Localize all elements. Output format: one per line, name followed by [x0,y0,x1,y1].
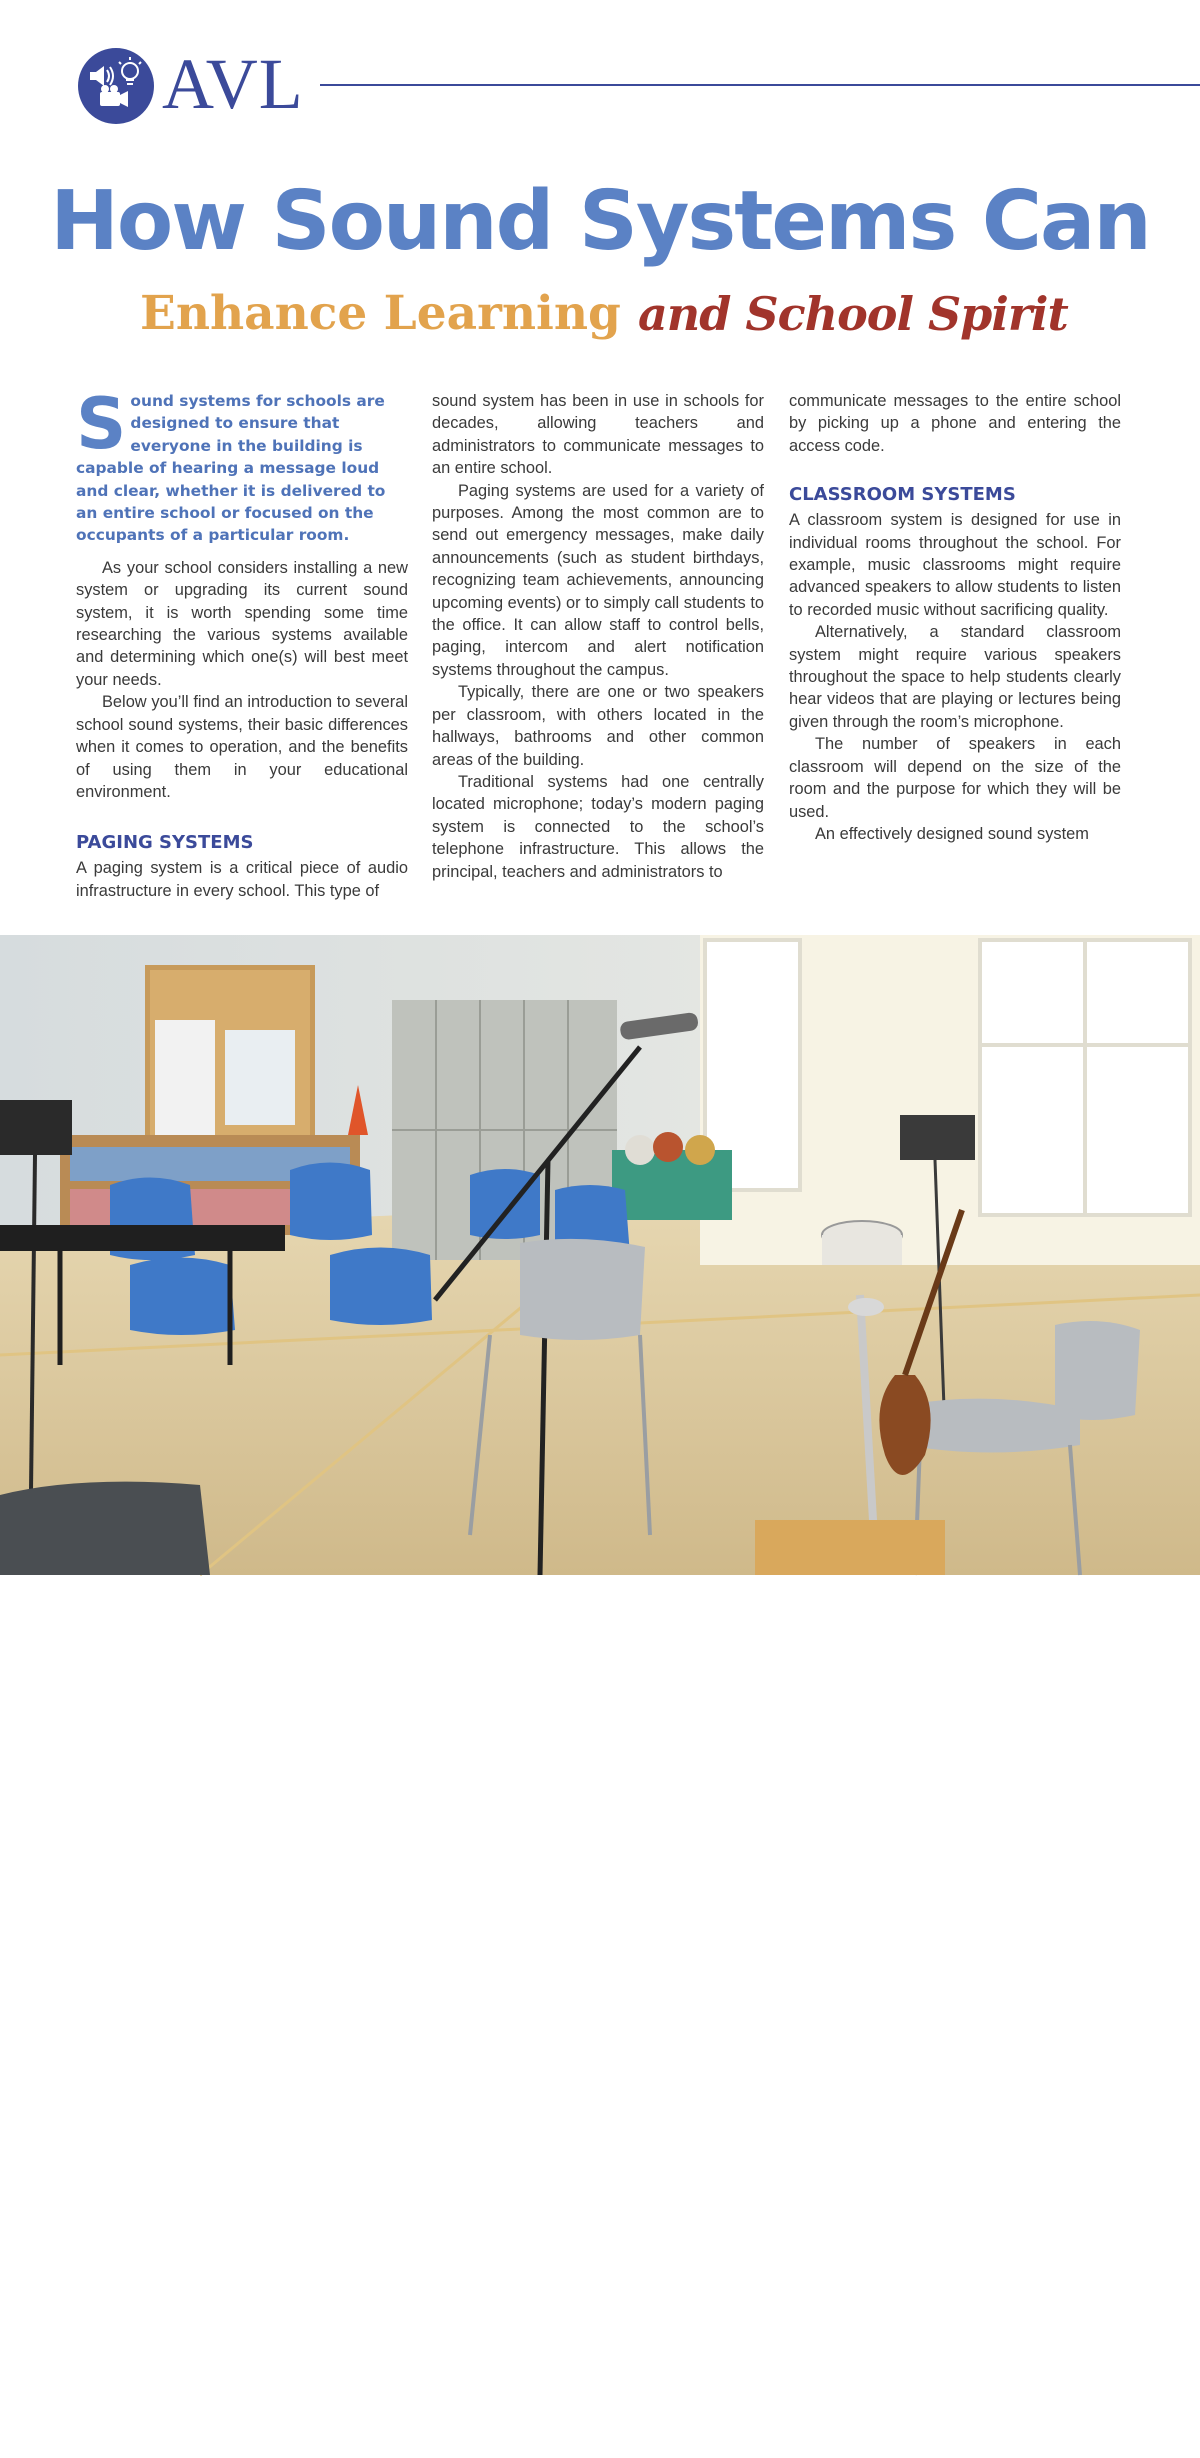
body-paragraph: communicate messages to the entire school by picking up a phone and entering the access code. [789,392,1121,455]
lead-text: ound systems for schools are designed to ensure that everyone in the building is capable of hearing a message loud and clear, whether it is delivered to an entire school or focused on the occupants of a particular room. [76,392,386,545]
body-paragraph: An effectively designed sound system [815,824,1089,843]
body-paragraph: sound system has been in use in schools for decades, allowing teachers and administrators to communicate messages to an entire school. [432,392,764,478]
body-paragraph: A classroom system is designed for use in individual rooms throughout the school. For example, music classrooms might require advanced speakers to allow students to listen to recorded music without sacrificing quality. [789,511,1121,619]
body-paragraph: Alternatively, a standard classroom system might require various speakers throughout the space to help students clearly hear videos that are playing or lectures being given through the room’s microphone. [789,623,1121,731]
page-number: 30 [76,2437,97,2457]
subhead-classroom-systems: CLASSROOM SYSTEMS [789,484,1016,506]
article-column-3 [789,390,1121,845]
body-paragraph: Paging systems are used for a variety of purposes. Among the most common are to send out emergency messages, make daily announcements (such as student birthdays, recognizing team achievements, announcing upcoming events) or to simply call students to the office. It can allow staff to control bells, paging, intercom and alert notification systems throughout the campus. [432,481,764,679]
subhead-paging-systems: PAGING SYSTEMS [76,832,254,854]
body-paragraph: The number of speakers in each classroom will depend on the size of the room and the purpose for which they will be used. [789,735,1121,821]
body-paragraph: As your school considers installing a new system or upgrading its current sound system, it is worth spending some time researching the various systems available and determining which one(s) will best meet your needs. [76,558,408,689]
drop-cap: S [76,383,127,465]
page-header [78,44,1200,126]
lead-paragraph [76,383,408,547]
page-footer [76,2437,354,2458]
headline-line2b: and School Spirit [638,287,1068,341]
section-label: AVL [162,44,304,124]
classroom-photo [0,935,1200,2457]
avl-logo [78,48,154,124]
body-paragraph: Traditional systems had one centrally located microphone; today’s modern paging system is connected to the school’s telephone infrastructure. This allows the principal, teachers and administrators to [432,772,764,881]
article-column-2 [432,390,764,883]
body-paragraph: A paging system is a critical piece of audio infrastructure in every school. This type of [76,859,408,900]
article-column-1 [76,383,408,902]
header-rule [320,84,1200,86]
lightbulb-icon [119,57,141,84]
headline-line1: How Sound Systems Can [50,174,1150,269]
headline-line2a: Enhance Learning [140,286,621,341]
body-paragraph: Typically, there are one or two speakers per classroom, with others located in the hallways, bathrooms and other common areas of the building. [432,683,764,769]
speaker-icon [90,66,113,86]
publication-info: September/October 2022 | cspmag.com [124,2441,355,2456]
video-camera-icon [100,85,128,107]
body-paragraph: Below you’ll find an introduction to several school sound systems, their basic differences when it comes to operation, and the benefits of using them in your educational environment. [76,693,408,801]
